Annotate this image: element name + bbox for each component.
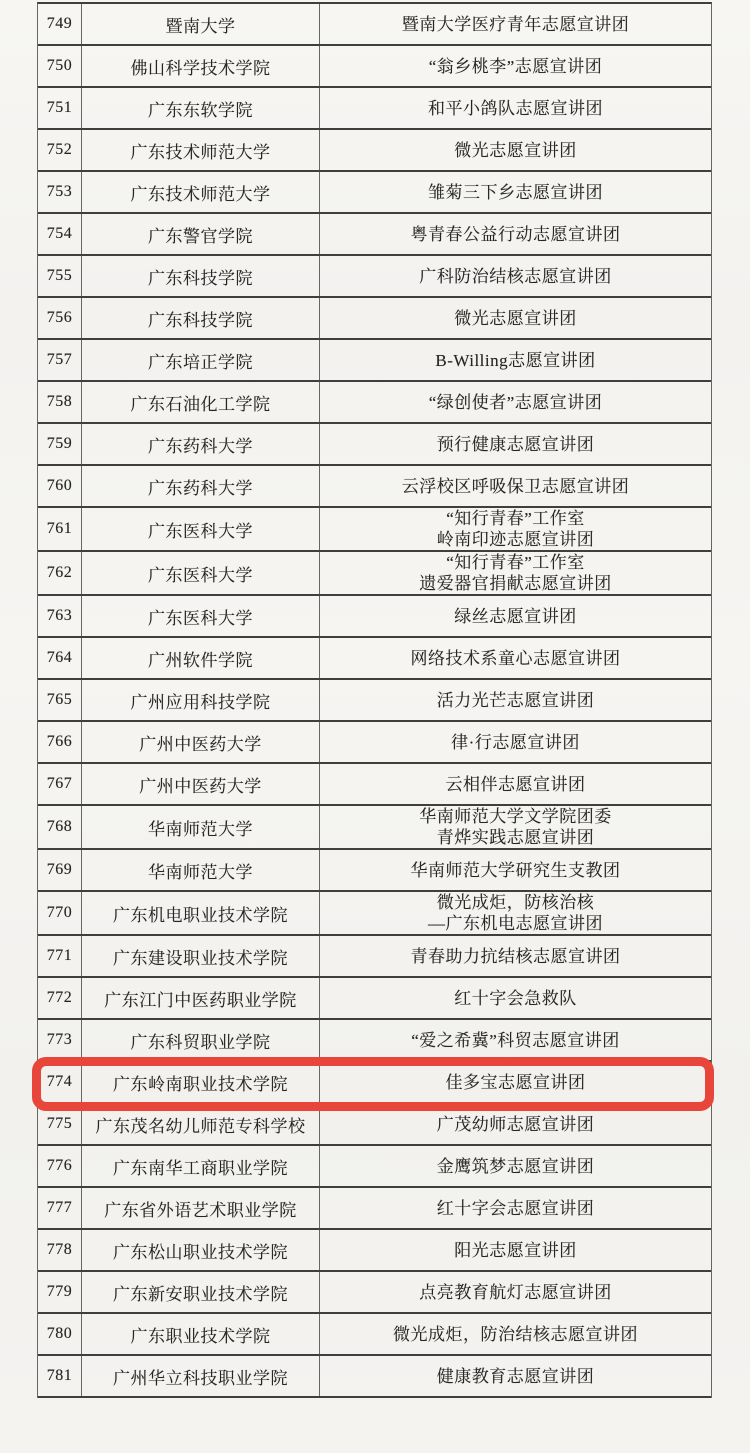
school-cell: 广东药科大学: [82, 424, 320, 464]
team-cell: [320, 130, 711, 170]
team-cell: [320, 1104, 711, 1144]
team-line: 青烨实践志愿宣讲团: [436, 828, 595, 847]
team-line: 粤青春公益行动志愿宣讲团: [410, 224, 621, 244]
row-number-cell: 760: [38, 466, 82, 506]
team-cell: [320, 722, 711, 762]
row-number-cell: 756: [38, 298, 82, 338]
row-number-cell: 753: [38, 172, 82, 212]
row-number-cell: 759: [38, 424, 82, 464]
row-number-cell: 772: [38, 978, 82, 1018]
table-row: [38, 1188, 711, 1230]
row-number-cell: 767: [38, 764, 82, 804]
table-row: [38, 4, 711, 46]
table-row: [38, 892, 711, 936]
table-row: [38, 552, 711, 596]
row-number-cell: 773: [38, 1020, 82, 1060]
table-row: [38, 1230, 711, 1272]
row-number-cell: 777: [38, 1188, 82, 1228]
table-row: [38, 1146, 711, 1188]
school-cell: 广东省外语艺术职业学院: [82, 1188, 320, 1228]
team-line: “知行青春”工作室: [446, 509, 585, 528]
team-cell: [320, 680, 711, 720]
school-cell: 暨南大学: [82, 4, 320, 44]
school-cell: 广东石油化工学院: [82, 382, 320, 422]
row-number-cell: 750: [38, 46, 82, 86]
table-row: [38, 1356, 711, 1398]
team-cell: [320, 978, 711, 1018]
row-number-cell: 781: [38, 1356, 82, 1396]
row-number-cell: 758: [38, 382, 82, 422]
row-number-cell: 749: [38, 4, 82, 44]
table-row: [38, 1314, 711, 1356]
team-line: 广茂幼师志愿宣讲团: [436, 1114, 595, 1134]
school-cell: 广东松山职业技术学院: [82, 1230, 320, 1270]
row-number-cell: 763: [38, 596, 82, 636]
table-row: [38, 88, 711, 130]
row-number-cell: 761: [38, 508, 82, 550]
team-cell: [320, 298, 711, 338]
team-line: 活力光芒志愿宣讲团: [436, 690, 595, 710]
school-cell: 华南师范大学: [82, 806, 320, 848]
team-line: 微光志愿宣讲团: [454, 140, 577, 160]
results-table: [37, 2, 712, 1398]
team-cell: [320, 172, 711, 212]
table-row: [38, 806, 711, 850]
school-cell: 广东科技学院: [82, 256, 320, 296]
team-cell: [320, 1062, 711, 1102]
row-number-cell: 779: [38, 1272, 82, 1312]
school-cell: 广州中医药大学: [82, 722, 320, 762]
team-cell: [320, 1314, 711, 1354]
team-line: “知行青春”工作室: [446, 553, 585, 572]
table-row: [38, 680, 711, 722]
school-cell: 广州中医药大学: [82, 764, 320, 804]
school-cell: 广东茂名幼儿师范专科学校: [82, 1104, 320, 1144]
team-cell: [320, 256, 711, 296]
school-cell: 广东医科大学: [82, 508, 320, 550]
table-row: [38, 130, 711, 172]
school-cell: 广东科技学院: [82, 298, 320, 338]
team-line: 华南师范大学研究生支教团: [410, 860, 621, 880]
team-line: 金鹰筑梦志愿宣讲团: [436, 1156, 595, 1176]
table-row: [38, 1020, 711, 1062]
team-cell: [320, 4, 711, 44]
team-line: B-Willing志愿宣讲团: [435, 350, 596, 370]
row-number-cell: 774: [38, 1062, 82, 1102]
row-number-cell: 770: [38, 892, 82, 934]
team-line: 阳光志愿宣讲团: [454, 1240, 577, 1260]
team-line: 岭南印迹志愿宣讲团: [436, 530, 595, 549]
row-number-cell: 764: [38, 638, 82, 678]
row-number-cell: 765: [38, 680, 82, 720]
team-line: 预行健康志愿宣讲团: [436, 434, 595, 454]
table-row: [38, 424, 711, 466]
team-line: “绿创使者”志愿宣讲团: [428, 392, 603, 412]
school-cell: 佛山科学技术学院: [82, 46, 320, 86]
table-row: [38, 298, 711, 340]
team-line: 绿丝志愿宣讲团: [454, 606, 577, 626]
team-cell: [320, 1230, 711, 1270]
team-line: 红十字会志愿宣讲团: [436, 1198, 595, 1218]
row-number-cell: 762: [38, 552, 82, 594]
team-line: 广科防治结核志愿宣讲团: [419, 266, 612, 286]
team-line: 微光成炬，防治结核志愿宣讲团: [393, 1324, 638, 1344]
team-cell: [320, 1188, 711, 1228]
team-line: 网络技术系童心志愿宣讲团: [410, 648, 621, 668]
school-cell: 广州应用科技学院: [82, 680, 320, 720]
team-cell: [320, 596, 711, 636]
table-row: [38, 936, 711, 978]
team-cell: [320, 638, 711, 678]
row-number-cell: 768: [38, 806, 82, 848]
table-row: [38, 978, 711, 1020]
team-cell: [320, 764, 711, 804]
team-cell: [320, 88, 711, 128]
team-cell: [320, 806, 711, 848]
team-line: 健康教育志愿宣讲团: [436, 1366, 595, 1386]
school-cell: 广东技术师范大学: [82, 130, 320, 170]
school-cell: 华南师范大学: [82, 850, 320, 890]
table-row: [38, 1272, 711, 1314]
table-row: [38, 46, 711, 88]
row-number-cell: 766: [38, 722, 82, 762]
team-cell: [320, 382, 711, 422]
school-cell: 广东南华工商职业学院: [82, 1146, 320, 1186]
school-cell: 广东警官学院: [82, 214, 320, 254]
team-cell: [320, 936, 711, 976]
table-row: [38, 638, 711, 680]
table-row: [38, 382, 711, 424]
team-cell: [320, 1272, 711, 1312]
row-number-cell: 754: [38, 214, 82, 254]
row-number-cell: 775: [38, 1104, 82, 1144]
team-line: —广东机电志愿宣讲团: [428, 914, 603, 933]
row-number-cell: 757: [38, 340, 82, 380]
team-line: 微光志愿宣讲团: [454, 308, 577, 328]
row-number-cell: 776: [38, 1146, 82, 1186]
table-row: [38, 508, 711, 552]
team-line: 雏菊三下乡志愿宣讲团: [428, 182, 603, 202]
team-cell: [320, 1146, 711, 1186]
table-row: [38, 340, 711, 382]
team-cell: [320, 1020, 711, 1060]
team-line: 佳多宝志愿宣讲团: [445, 1072, 586, 1092]
team-line: 暨南大学医疗青年志愿宣讲团: [401, 14, 630, 34]
table-row: [38, 172, 711, 214]
team-cell: [320, 466, 711, 506]
team-cell: [320, 1356, 711, 1396]
school-cell: 广东建设职业技术学院: [82, 936, 320, 976]
team-line: 遗爱器官捐献志愿宣讲团: [419, 574, 612, 593]
team-line: 微光成炬，防核治核: [436, 893, 595, 912]
row-number-cell: 755: [38, 256, 82, 296]
table-row: [38, 722, 711, 764]
row-number-cell: 771: [38, 936, 82, 976]
team-cell: [320, 214, 711, 254]
row-number-cell: 780: [38, 1314, 82, 1354]
table-row: [38, 1104, 711, 1146]
row-number-cell: 778: [38, 1230, 82, 1270]
team-line: “爱之希冀”科贸志愿宣讲团: [411, 1030, 620, 1050]
team-cell: [320, 508, 711, 550]
school-cell: 广东科贸职业学院: [82, 1020, 320, 1060]
school-cell: 广东培正学院: [82, 340, 320, 380]
team-cell: [320, 424, 711, 464]
table-row: [38, 466, 711, 508]
row-number-cell: 751: [38, 88, 82, 128]
team-cell: [320, 46, 711, 86]
team-line: 点亮教育航灯志愿宣讲团: [419, 1282, 612, 1302]
team-line: 华南师范大学文学院团委: [419, 807, 612, 826]
team-cell: [320, 552, 711, 594]
table-row: [38, 256, 711, 298]
school-cell: 广东江门中医药职业学院: [82, 978, 320, 1018]
team-line: 和平小鸽队志愿宣讲团: [428, 98, 603, 118]
team-line: 律·行志愿宣讲团: [451, 732, 580, 752]
table-row: [38, 850, 711, 892]
school-cell: 广东机电职业技术学院: [82, 892, 320, 934]
team-cell: [320, 340, 711, 380]
school-cell: 广州华立科技职业学院: [82, 1356, 320, 1396]
school-cell: 广东技术师范大学: [82, 172, 320, 212]
table-row: [38, 214, 711, 256]
team-line: 云浮校区呼吸保卫志愿宣讲团: [401, 476, 630, 496]
school-cell: 广东医科大学: [82, 596, 320, 636]
school-cell: 广东职业技术学院: [82, 1314, 320, 1354]
school-cell: 广州软件学院: [82, 638, 320, 678]
team-line: 云相伴志愿宣讲团: [445, 774, 586, 794]
team-line: 红十字会急救队: [454, 988, 577, 1008]
row-number-cell: 752: [38, 130, 82, 170]
team-cell: [320, 850, 711, 890]
row-number-cell: 769: [38, 850, 82, 890]
table-row: [38, 596, 711, 638]
school-cell: 广东医科大学: [82, 552, 320, 594]
table-row: [38, 1062, 711, 1104]
team-cell: [320, 892, 711, 934]
school-cell: 广东新安职业技术学院: [82, 1272, 320, 1312]
team-line: 青春助力抗结核志愿宣讲团: [410, 946, 621, 966]
school-cell: 广东东软学院: [82, 88, 320, 128]
school-cell: 广东药科大学: [82, 466, 320, 506]
team-line: “翁乡桃李”志愿宣讲团: [428, 56, 603, 76]
table-row: [38, 764, 711, 806]
school-cell: 广东岭南职业技术学院: [82, 1062, 320, 1102]
